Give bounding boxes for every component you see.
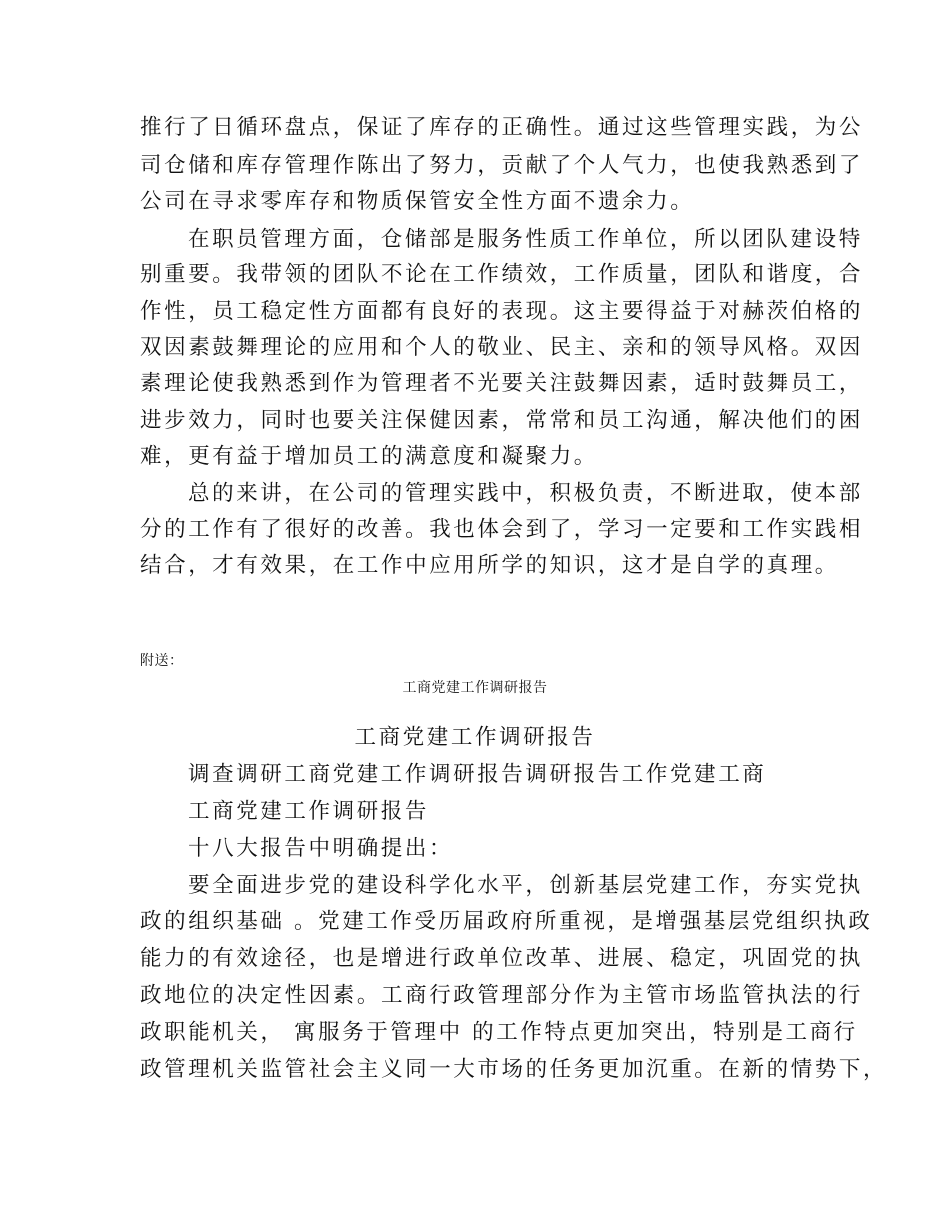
text-line: 结合，才有效果，在工作中应用所学的知识，这才是自学的真理。 [140,553,839,578]
text-line: 推行了日循环盘点，保证了库存的正确性。通过这些管理实践，为公 [140,115,864,140]
text-line: 政职能机关， 寓服务于管理中 的工作特点更加突出，特别是工商行 [140,1020,858,1045]
text-line: 司仓储和库存管理作陈出了努力，贡献了个人气力，也使我熟悉到了 [140,153,864,178]
text-line: 分的工作有了很好的改善。我也体会到了，学习一定要和工作实践相 [140,517,864,542]
text-line: 政的组织基础 。党建工作受历届政府所重视，是增强基层党组织执政 [140,909,873,934]
text-line: 在职员管理方面，仓储部是服务性质工作单位，所以团队建设特 [188,227,863,252]
subtitle-line: 工商党建工作调研报告 [188,799,430,824]
text-line: 素理论使我熟悉到作为管理者不光要关注鼓舞因素，适时鼓舞员工， [140,371,864,396]
text-line: 双因素鼓舞理论的应用和个人的敬业、民主、亲和的领导风格。双因 [140,335,864,360]
text-line: 进步效力，同时也要关注保健因素，常常和员工沟通，解决他们的困 [140,408,864,433]
appendix-small-title: 工商党建工作调研报告 [402,680,548,696]
text-line: 别重要。我带领的团队不论在工作绩效，工作质量，团队和谐度，合 [140,262,864,287]
text-line: 政管理机关监管社会主义同一大市场的任务更加沉重。在新的情势下， [140,1057,888,1082]
keywords-line: 调查调研工商党建工作调研报告调研报告工作党建工商 [188,762,767,787]
text-line: 总的来讲，在公司的管理实践中，积极负责，不断进取，使本部 [188,481,863,506]
text-line: 公司在寻求零库存和物质保管安全性方面不遗余力。 [140,189,695,214]
text-line: 作性，员工稳定性方面都有良好的表现。这主要得益于对赫茨伯格的 [140,299,864,324]
text-line: 要全面进步党的建设科学化水平，创新基层党建工作，夯实党执 [188,873,863,898]
text-line: 难，更有益于增加员工的满意度和凝聚力。 [140,444,598,469]
intro-line: 十八大报告中明确提出： [188,836,454,861]
text-line: 政地位的决定性因素。工商行政管理部分作为主管市场监管执法的行 [140,983,864,1008]
text-line: 能力的有效途径，也是增进行政单位改革、进展、稳定，巩固党的执 [140,946,864,971]
appendix-main-title: 工商党建工作调研报告 [354,725,596,750]
appendix-label: 附送： [140,653,184,669]
